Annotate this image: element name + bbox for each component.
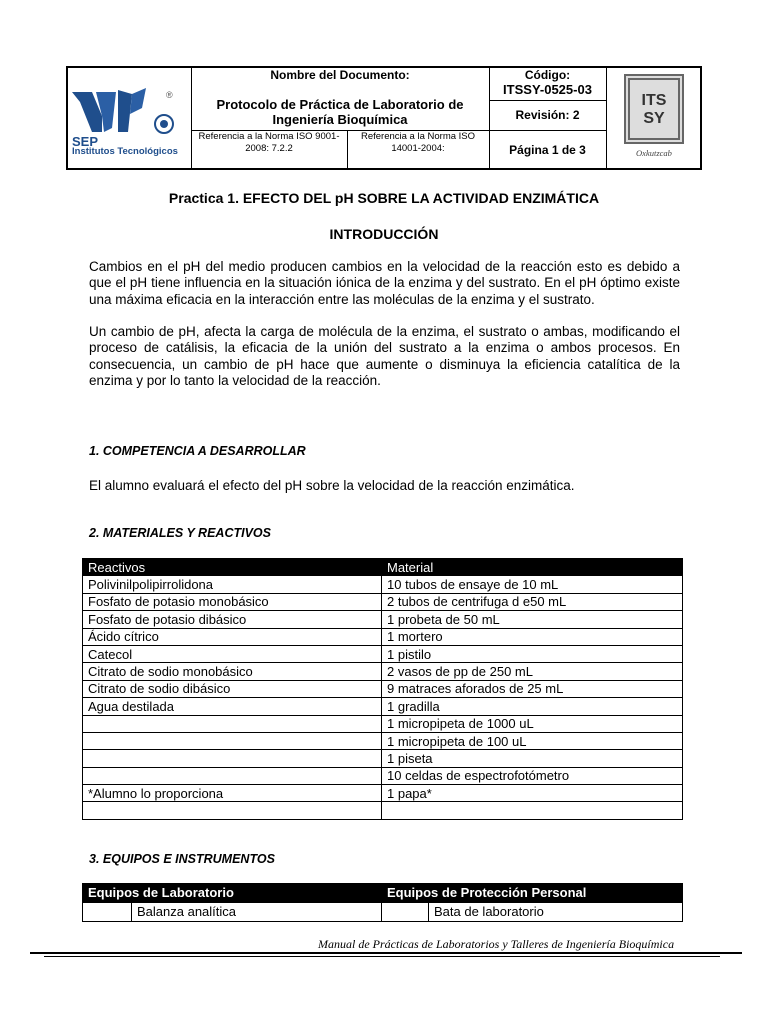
column-header-equipos-proteccion: Equipos de Protección Personal (382, 884, 683, 903)
section-heading-competencia: 1. COMPETENCIA A DESARROLLAR (89, 444, 306, 458)
table-cell: 1 micropipeta de 100 uL (382, 732, 683, 749)
table-row (83, 628, 683, 645)
table-row (83, 802, 683, 819)
doc-name-label: Nombre del Documento: (270, 68, 410, 82)
table-cell: 1 gradilla (382, 698, 683, 715)
table-row (83, 715, 683, 732)
itssy-logo-text: ITS (641, 92, 667, 109)
table-row (83, 680, 683, 697)
table-cell: 1 papa* (382, 785, 683, 802)
column-header-reactivos: Reactivos (83, 559, 382, 576)
table-cell (83, 767, 382, 784)
equipment-table (82, 883, 683, 922)
column-header-equipos-laboratorio: Equipos de Laboratorio (83, 884, 382, 903)
table-row (83, 698, 683, 715)
ref-iso-9001: Referencia a la Norma ISO 9001-2008: 7.2.2 (198, 131, 340, 154)
intro-paragraph-2: Un cambio de pH, afecta la carga de molécula de la enzima, el sustrato o ambas, modificando el proceso de catálisis, la eficacia de la unión del sustrato a la enzima o ambos procesos. En consecuencia, un cambio de pH hace que aumente o disminuya la eficiencia catalítica de la enzima y por lo tanto la velocidad de la reacción. (89, 324, 680, 388)
table-cell: Citrato de sodio monobásico (83, 663, 382, 680)
table-cell: 10 celdas de espectrofotómetro (382, 767, 683, 784)
table-row (83, 750, 683, 767)
table-cell: 1 mortero (382, 628, 683, 645)
table-row (83, 645, 683, 662)
table-cell: 2 tubos de centrifuga d e50 mL (382, 593, 683, 610)
table-cell (83, 732, 382, 749)
code-value: ITSSY-0525-03 (503, 82, 592, 97)
itssy-logo-caption: Oxkutzcab (636, 148, 672, 158)
table-row (83, 576, 683, 593)
table-row (83, 611, 683, 628)
itssy-logo-text-2: SY (643, 110, 665, 127)
table-row (83, 767, 683, 784)
table-cell (83, 802, 382, 819)
sep-logo-subtext: Institutos Tecnológicos (72, 146, 178, 157)
table-row (83, 593, 683, 610)
table-header-row (83, 559, 683, 576)
table-cell: Fosfato de potasio monobásico (83, 593, 382, 610)
section-heading-materiales: 2. MATERIALES Y REACTIVOS (89, 526, 271, 540)
header-divider (347, 130, 348, 168)
section-heading-equipos: 3. EQUIPOS E INSTRUMENTOS (89, 852, 275, 866)
itssy-frame (624, 74, 684, 144)
table-row (83, 903, 683, 922)
sep-logo-text: SEP (72, 134, 99, 149)
table-cell (83, 750, 382, 767)
page-footer: Manual de Prácticas de Laboratorios y Talleres de Ingeniería Bioquímica (318, 937, 675, 951)
footer-divider (44, 956, 720, 957)
table-cell (382, 802, 683, 819)
table-cell: *Alumno lo proporciona (83, 785, 382, 802)
materials-table (82, 558, 683, 820)
table-cell: Agua destilada (83, 698, 382, 715)
table-row (83, 732, 683, 749)
page-number: Página 1 de 3 (509, 143, 586, 157)
competencia-text: El alumno evaluará el efecto del pH sobre la velocidad de la reacción enzimática. (89, 478, 575, 493)
table-cell: Fosfato de potasio dibásico (83, 611, 382, 628)
table-cell: Polivinilpolipirrolidona (83, 576, 382, 593)
table-cell: Citrato de sodio dibásico (83, 680, 382, 697)
table-cell (83, 903, 132, 922)
table-row (83, 663, 683, 680)
intro-heading: INTRODUCCIÓN (329, 226, 439, 242)
table-cell: 2 vasos de pp de 250 mL (382, 663, 683, 680)
revision: Revisión: 2 (515, 108, 580, 122)
sep-logo (72, 88, 184, 160)
itssy-logo (620, 72, 688, 162)
table-cell: 10 tubos de ensaye de 10 mL (382, 576, 683, 593)
doc-name: Protocolo de Práctica de Laboratorio de Ingeniería Bioquímica (216, 97, 464, 127)
table-cell (382, 903, 429, 922)
table-cell (83, 715, 382, 732)
header-divider (191, 68, 192, 168)
table-cell: Catecol (83, 645, 382, 662)
table-cell: Bata de laboratorio (429, 903, 683, 922)
ref-iso-14001: Referencia a la Norma ISO 14001-2004: (360, 131, 476, 154)
table-cell: Balanza analítica (132, 903, 382, 922)
table-cell: 1 pistilo (382, 645, 683, 662)
table-cell: 1 micropipeta de 1000 uL (382, 715, 683, 732)
header-divider (489, 130, 606, 131)
table-header-row (83, 884, 683, 903)
registered-mark: ® (166, 90, 173, 100)
table-cell: Ácido cítrico (83, 628, 382, 645)
table-cell: 1 piseta (382, 750, 683, 767)
code-label: Código: (524, 68, 571, 82)
header-divider (489, 100, 606, 101)
intro-paragraph-1: Cambios en el pH del medio producen cambios en la velocidad de la reacción esto es debido a que el pH tiene influencia en la situación iónica de la enzima y del sustrato. En el pH óptimo existe una máxima eficacia en la interacción entre las moléculas de la enzima y el sustrato. (89, 259, 680, 307)
table-cell: 1 probeta de 50 mL (382, 611, 683, 628)
table-row (83, 785, 683, 802)
column-header-material: Material (382, 559, 683, 576)
table-cell: 9 matraces aforados de 25 mL (382, 680, 683, 697)
footer-divider (30, 952, 742, 954)
page-title: Practica 1. EFECTO DEL pH SOBRE LA ACTIVIDAD ENZIMÁTICA (168, 190, 600, 206)
header-divider (606, 68, 607, 168)
